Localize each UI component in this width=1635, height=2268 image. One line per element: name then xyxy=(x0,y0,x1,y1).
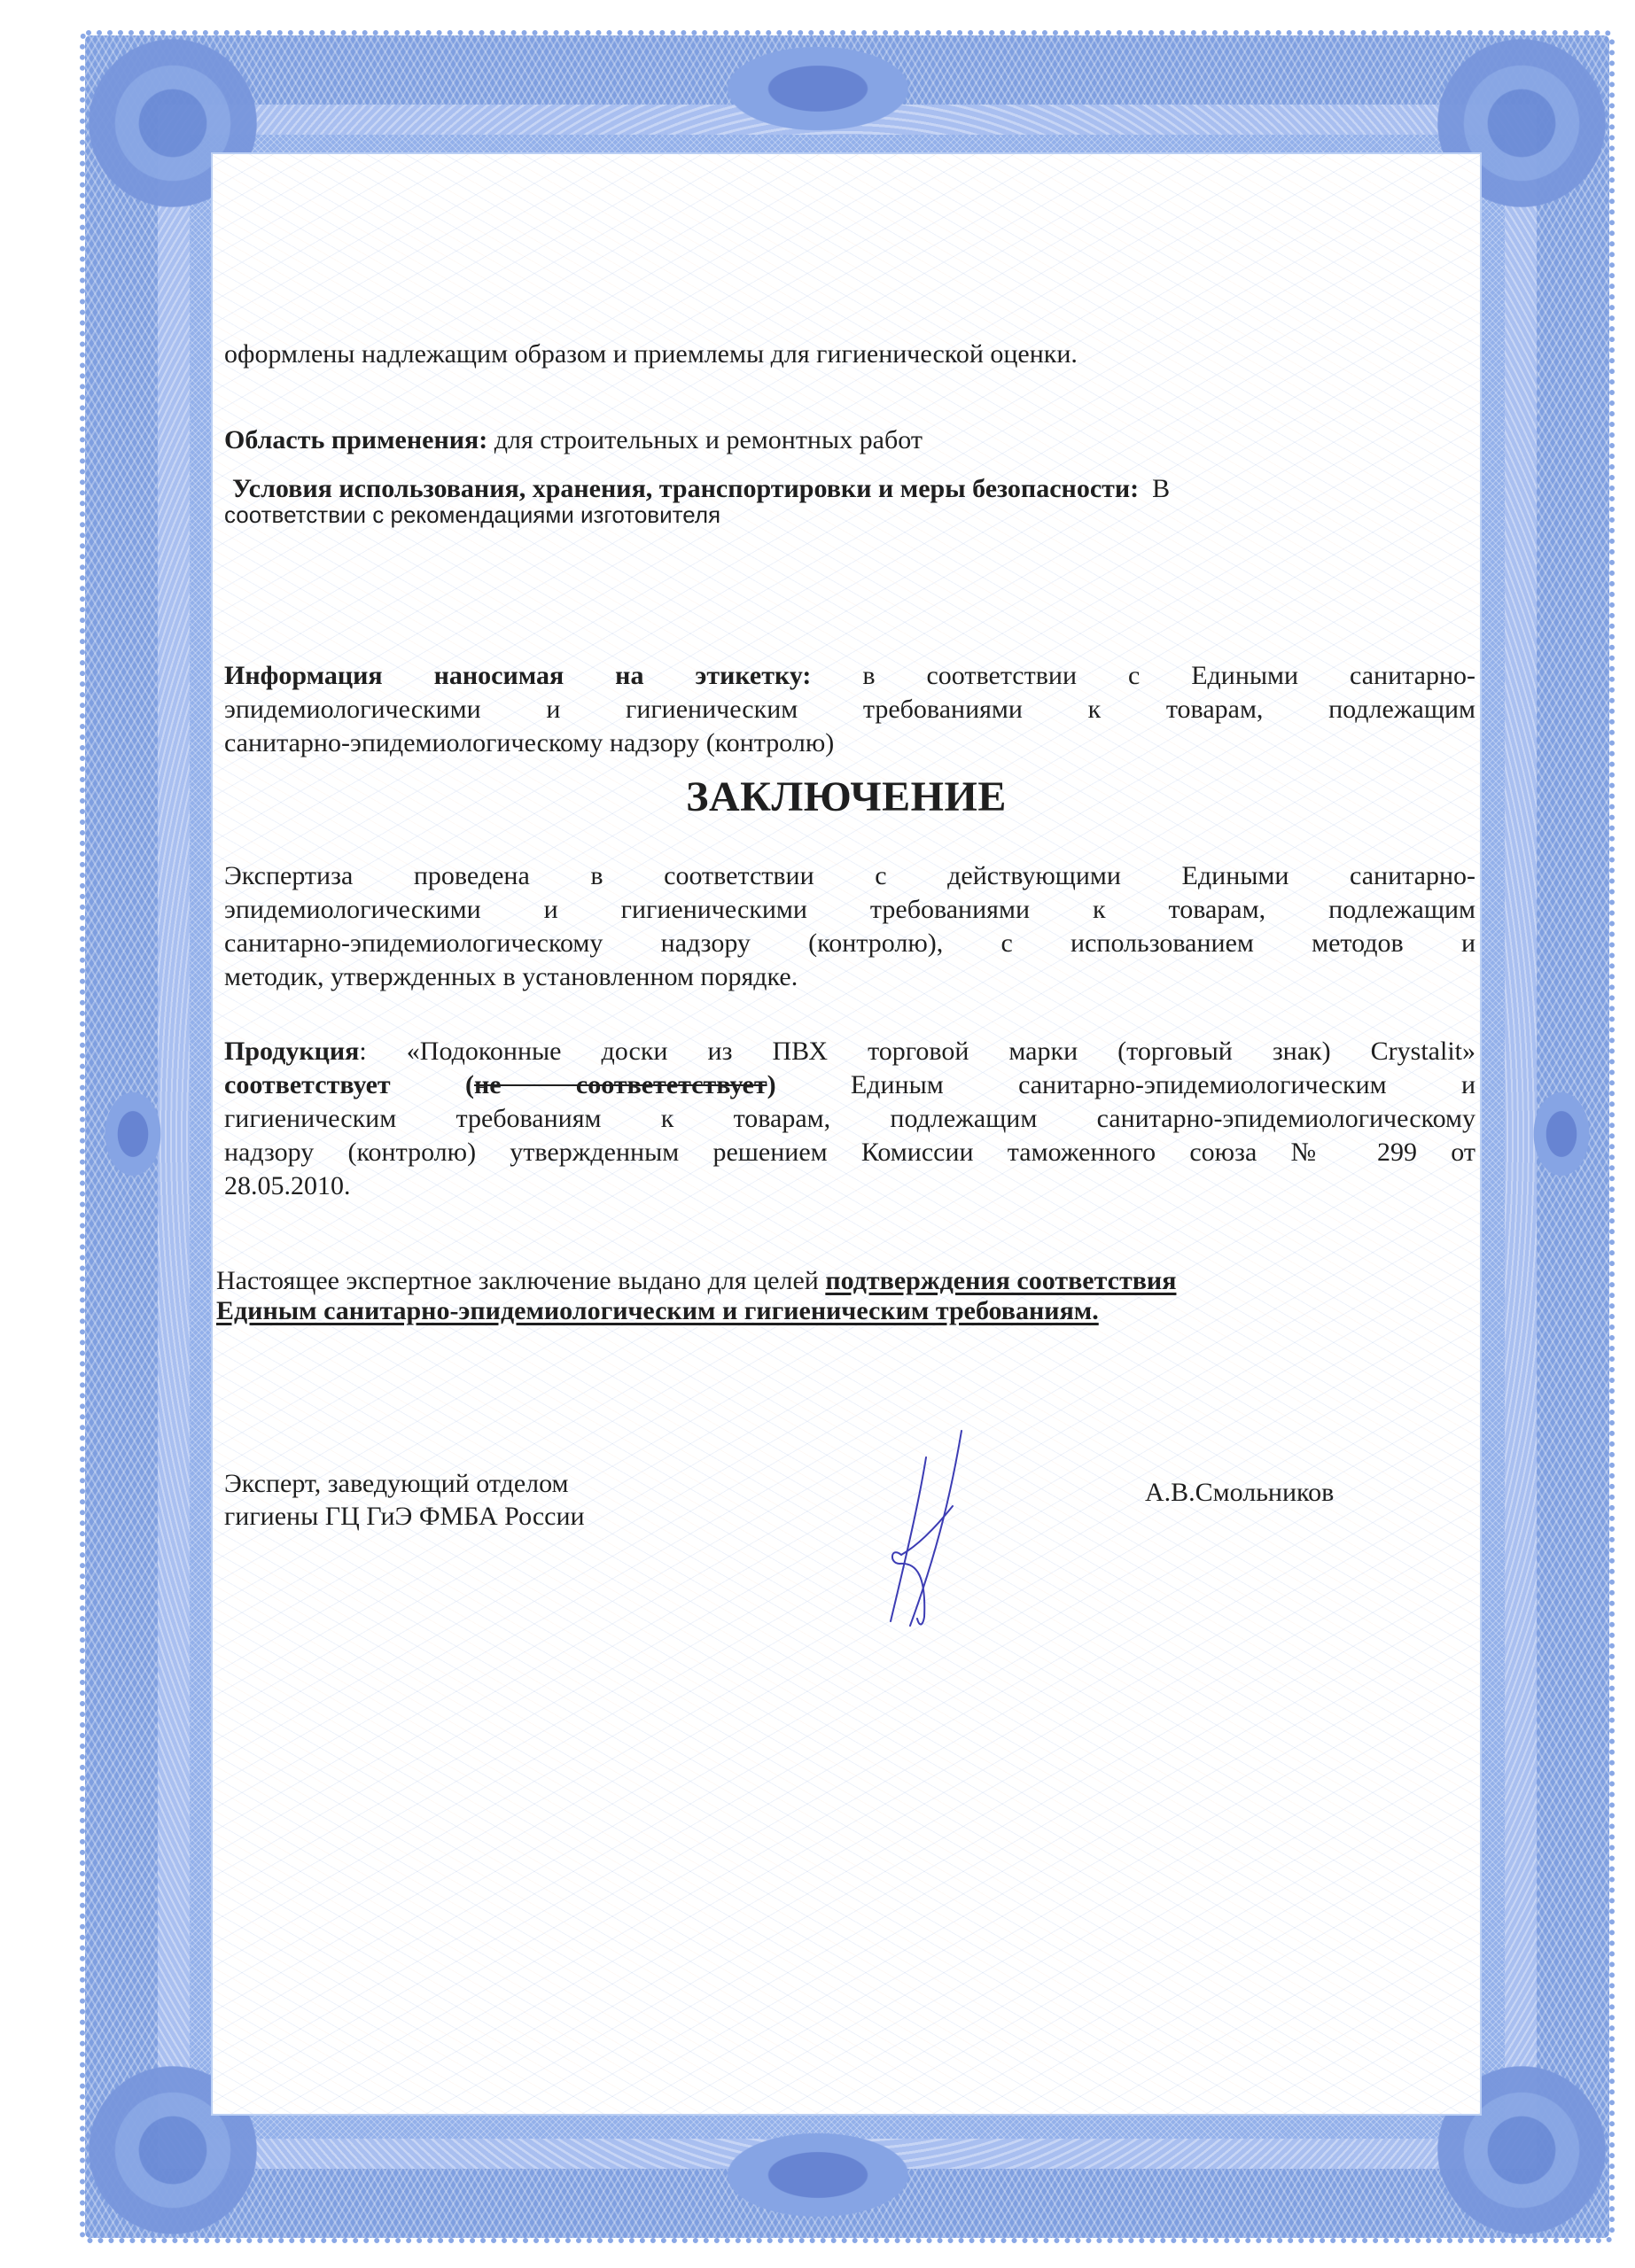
struck-out-verdict: не соответетствует xyxy=(473,1070,767,1099)
product-name: : «Подоконные доски из ПВХ торговой марки (торговый знак) Crystalit» xyxy=(359,1037,1475,1066)
purpose-paragraph xyxy=(216,1266,1457,1326)
left-side-ornament xyxy=(97,1081,168,1187)
purpose-underlined-2: Единым санитарно-эпидемиологическим и гигиеническим требованиям. xyxy=(216,1296,1099,1325)
conditions-label: Условия использования, хранения, транспортировки и меры безопасности: xyxy=(232,474,1140,503)
open-paren: ( xyxy=(464,1070,474,1099)
intro-paragraph xyxy=(224,338,1474,371)
scope-paragraph xyxy=(224,423,1474,457)
signatory-title-line: Эксперт, заведующий отделом xyxy=(224,1469,569,1498)
purpose-underlined-1: подтверждения соответствия xyxy=(825,1266,1177,1295)
intro-text: оформлены надлежащим образом и приемлемы для гигиенической оценки. xyxy=(224,339,1078,369)
close-paren: ) xyxy=(767,1070,776,1099)
product-verdict: соответствует xyxy=(224,1070,391,1099)
handwritten-signature xyxy=(864,1422,988,1635)
signatory-title-line: гигиены ГЦ ГиЭ ФМБА России xyxy=(224,1502,585,1531)
bottom-center-ornament xyxy=(703,2122,933,2228)
expertise-line: эпидемиологическими и гигиеническими требованиями к товарам, подлежащим xyxy=(224,895,1475,924)
label-info-line: санитарно-эпидемиологическому надзору (контролю) xyxy=(224,728,835,757)
expertise-line: санитарно-эпидемиологическому надзору (контролю), с использованием методов и xyxy=(224,928,1475,958)
conditions-value-rest: соответствии с рекомендациями изготовителя xyxy=(224,501,721,528)
product-line: гигиеническим требованиям к товарам, подлежащим санитарно-эпидемиологическому xyxy=(224,1104,1475,1133)
conclusion-heading: ЗАКЛЮЧЕНИЕ xyxy=(686,773,1007,820)
scope-label: Область применения: xyxy=(224,425,488,454)
label-info-line: в соответствии с Едиными санитарно- xyxy=(862,661,1475,690)
label-info-paragraph xyxy=(224,659,1475,760)
product-line: надзору (контролю) утвержденным решением Комиссии таможенного союза № 299 от xyxy=(224,1138,1475,1167)
scope-value: для строительных и ремонтных работ xyxy=(494,425,923,454)
label-info-line: эпидемиологическими и гигиеническим требованиями к товарам, подлежащим xyxy=(224,695,1475,724)
conditions-value-start: В xyxy=(1152,474,1171,503)
signatory-name-text: А.В.Смольников xyxy=(1145,1478,1335,1507)
signatory-name xyxy=(1145,1476,1464,1510)
purpose-text: Настоящее экспертное заключение выдано для целей xyxy=(216,1266,819,1295)
signatory-title xyxy=(224,1467,774,1533)
conditions-continuation xyxy=(224,501,1474,528)
product-date: 28.05.2010. xyxy=(224,1171,351,1200)
expertise-line: Экспертиза проведена в соответствии с действующими Едиными санитарно- xyxy=(224,861,1475,890)
product-label: Продукция xyxy=(224,1037,360,1066)
product-paragraph xyxy=(224,1035,1475,1203)
product-line2-rest: Единым санитарно-эпидемиологическим и xyxy=(850,1070,1475,1099)
top-center-ornament xyxy=(703,35,933,142)
label-info-label: Информация наносимая на этикетку: xyxy=(224,661,812,690)
right-side-ornament xyxy=(1526,1081,1597,1187)
expertise-line: методик, утвержденных в установленном порядке. xyxy=(224,962,798,991)
expertise-paragraph xyxy=(224,859,1475,994)
